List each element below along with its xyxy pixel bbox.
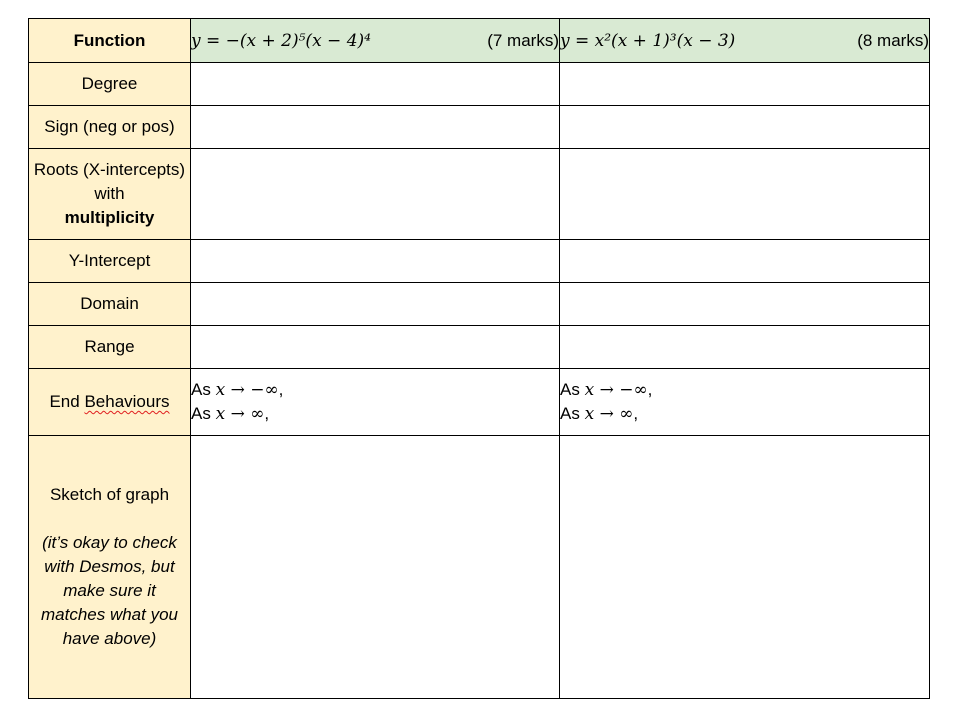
- end-behaviour-math: x → −∞: [584, 380, 648, 400]
- sketch-answer-2[interactable]: [560, 436, 930, 699]
- roots-label: [29, 149, 191, 240]
- degree-answer-2[interactable]: [560, 63, 930, 106]
- degree-answer-1[interactable]: [191, 63, 560, 106]
- range-answer-1[interactable]: [191, 326, 560, 369]
- function-2-equation: [560, 31, 735, 51]
- y-intercept-row: [29, 240, 930, 283]
- end-behaviour-prefix: As: [191, 380, 211, 399]
- y-intercept-label: Y-Intercept: [29, 240, 191, 283]
- function-2-marks: (8 marks): [857, 30, 929, 50]
- end-behaviour-suffix: ,: [278, 380, 284, 399]
- end-behaviours-label-word1: End: [49, 392, 80, 411]
- function-2-equation-text: y = x²(x + 1)³(x − 3): [560, 30, 736, 51]
- end-behaviours-answer-2[interactable]: [560, 369, 930, 436]
- end-behaviour-suffix: ,: [264, 404, 270, 423]
- roots-answer-2[interactable]: [560, 149, 930, 240]
- sketch-note: (it’s okay to check with Desmos, but make sure it matches what you have above): [40, 533, 178, 648]
- end-behaviour-line: [560, 402, 929, 426]
- end-behaviours-label: [29, 369, 191, 436]
- end-behaviour-math: x → ∞: [215, 404, 265, 424]
- sign-label: Sign (neg or pos): [29, 106, 191, 149]
- sketch-title: Sketch of graph: [49, 485, 170, 504]
- sketch-row: [29, 436, 930, 699]
- sketch-label: [29, 436, 191, 699]
- function-1-equation-text: y = −(x + 2)⁵(x − 4)⁴: [191, 30, 371, 51]
- end-behaviour-math: x → ∞: [584, 404, 634, 424]
- end-behaviours-answer-1[interactable]: [191, 369, 560, 436]
- domain-answer-1[interactable]: [191, 283, 560, 326]
- end-behaviour-math: x → −∞: [215, 380, 279, 400]
- roots-label-text: Roots (X-intercepts) with: [33, 160, 186, 203]
- sign-answer-1[interactable]: [191, 106, 560, 149]
- function-2-header: [560, 19, 930, 63]
- end-behaviour-line: [191, 378, 559, 402]
- end-behaviour-prefix: As: [560, 404, 580, 423]
- domain-answer-2[interactable]: [560, 283, 930, 326]
- function-header-label: Function: [29, 19, 191, 63]
- domain-label: Domain: [29, 283, 191, 326]
- end-behaviours-row: [29, 369, 930, 436]
- degree-label: Degree: [29, 63, 191, 106]
- end-behaviour-line: [191, 402, 559, 426]
- end-behaviour-prefix: As: [560, 380, 580, 399]
- range-row: [29, 326, 930, 369]
- domain-row: [29, 283, 930, 326]
- end-behaviour-suffix: ,: [647, 380, 653, 399]
- header-row: [29, 19, 930, 63]
- y-intercept-answer-1[interactable]: [191, 240, 560, 283]
- y-intercept-answer-2[interactable]: [560, 240, 930, 283]
- range-label: Range: [29, 326, 191, 369]
- end-behaviours-label-word2: Behaviours: [84, 392, 170, 411]
- range-answer-2[interactable]: [560, 326, 930, 369]
- function-1-header: [191, 19, 560, 63]
- end-behaviour-line: [560, 378, 929, 402]
- sign-row: [29, 106, 930, 149]
- sign-answer-2[interactable]: [560, 106, 930, 149]
- polynomial-worksheet-table: [28, 18, 930, 699]
- roots-row: [29, 149, 930, 240]
- roots-label-bold: multiplicity: [64, 208, 155, 227]
- sketch-answer-1[interactable]: [191, 436, 560, 699]
- roots-answer-1[interactable]: [191, 149, 560, 240]
- degree-row: [29, 63, 930, 106]
- function-1-marks: (7 marks): [487, 30, 559, 50]
- end-behaviour-prefix: As: [191, 404, 211, 423]
- end-behaviour-suffix: ,: [633, 404, 639, 423]
- function-1-equation: [191, 31, 371, 51]
